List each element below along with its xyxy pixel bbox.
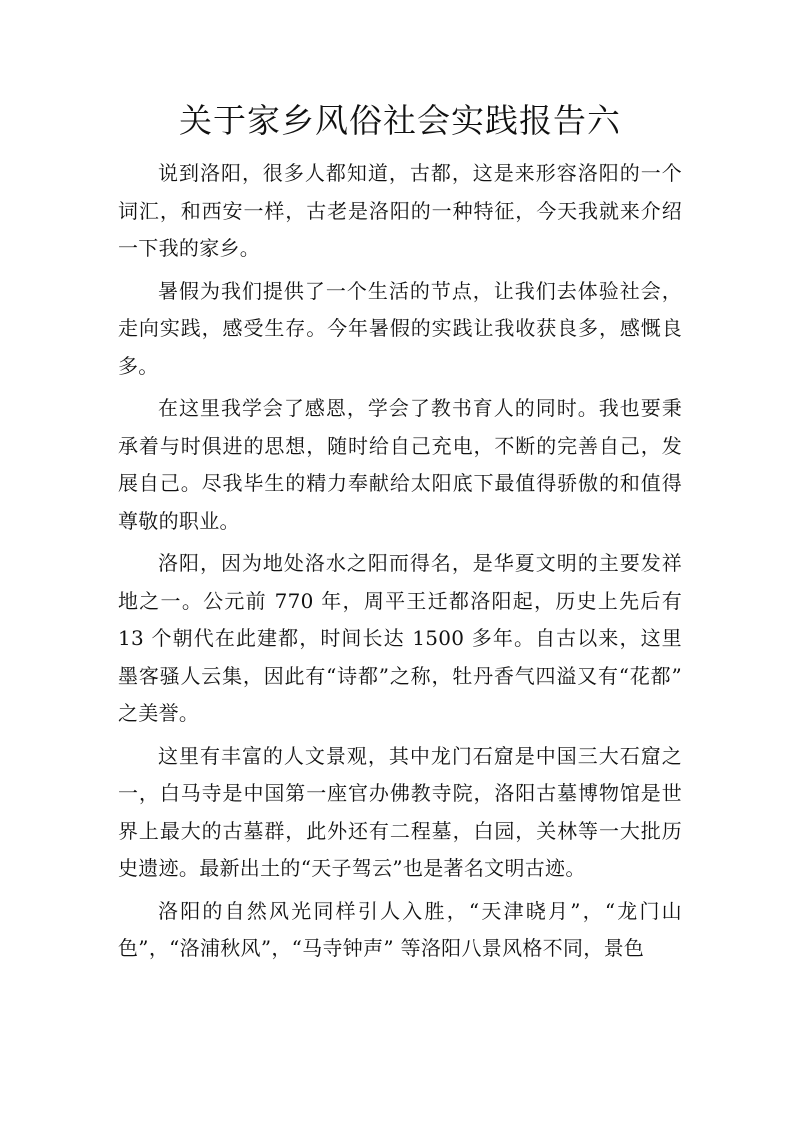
paragraph-cultural-sites: 这里有丰富的人文景观，其中龙门石窟是中国三大石窟之一，白马寺是中国第一座官办佛教寺院，洛阳古墓博物馆是世界上最大的古墓群，此外还有二程墓，白园，关林等一大批历史遗迹。最新出土的“天子驾云”也是著名文明古迹。 bbox=[118, 743, 682, 880]
document-body bbox=[118, 155, 682, 973]
page-title: 关于家乡风俗社会实践报告六 bbox=[179, 101, 621, 140]
paragraph-intro: 说到洛阳，很多人都知道，古都，这是来形容洛阳的一个词汇，和西安一样，古老是洛阳的一种特征，今天我就来介绍一下我的家乡。 bbox=[118, 161, 682, 260]
paragraph-summer-practice: 暑假为我们提供了一个生活的节点，让我们去体验社会，走向实践，感受生存。今年暑假的实践让我收获良多，感慨良多。 bbox=[118, 278, 682, 378]
paragraph-history: 洛阳，因为地处洛水之阳而得名，是华夏文明的主要发祥地之一。公元前 770 年，周平王迁都洛阳起，历史上先后有 13 个朝代在此建都，时间长达 1500 多年。自古以来，这里墨客骚人云集，因此有“诗都”之称，牡丹香气四溢又有“花都” 之美誉。 bbox=[118, 551, 682, 725]
paragraph-natural-scenery: 洛阳的自然风光同样引人入胜，“天津晓月”，“龙门山色”，“洛浦秋风”，“马寺钟声” 等洛阳八景风格不同，景色 bbox=[118, 898, 682, 960]
paragraph-gratitude: 在这里我学会了感恩，学会了教书育人的同时。我也要秉承着与时俱进的思想，随时给自己充电，不断的完善自己，发展自己。尽我毕生的精力奉献给太阳底下最值得骄傲的和值得尊敬的职业。 bbox=[118, 396, 682, 533]
